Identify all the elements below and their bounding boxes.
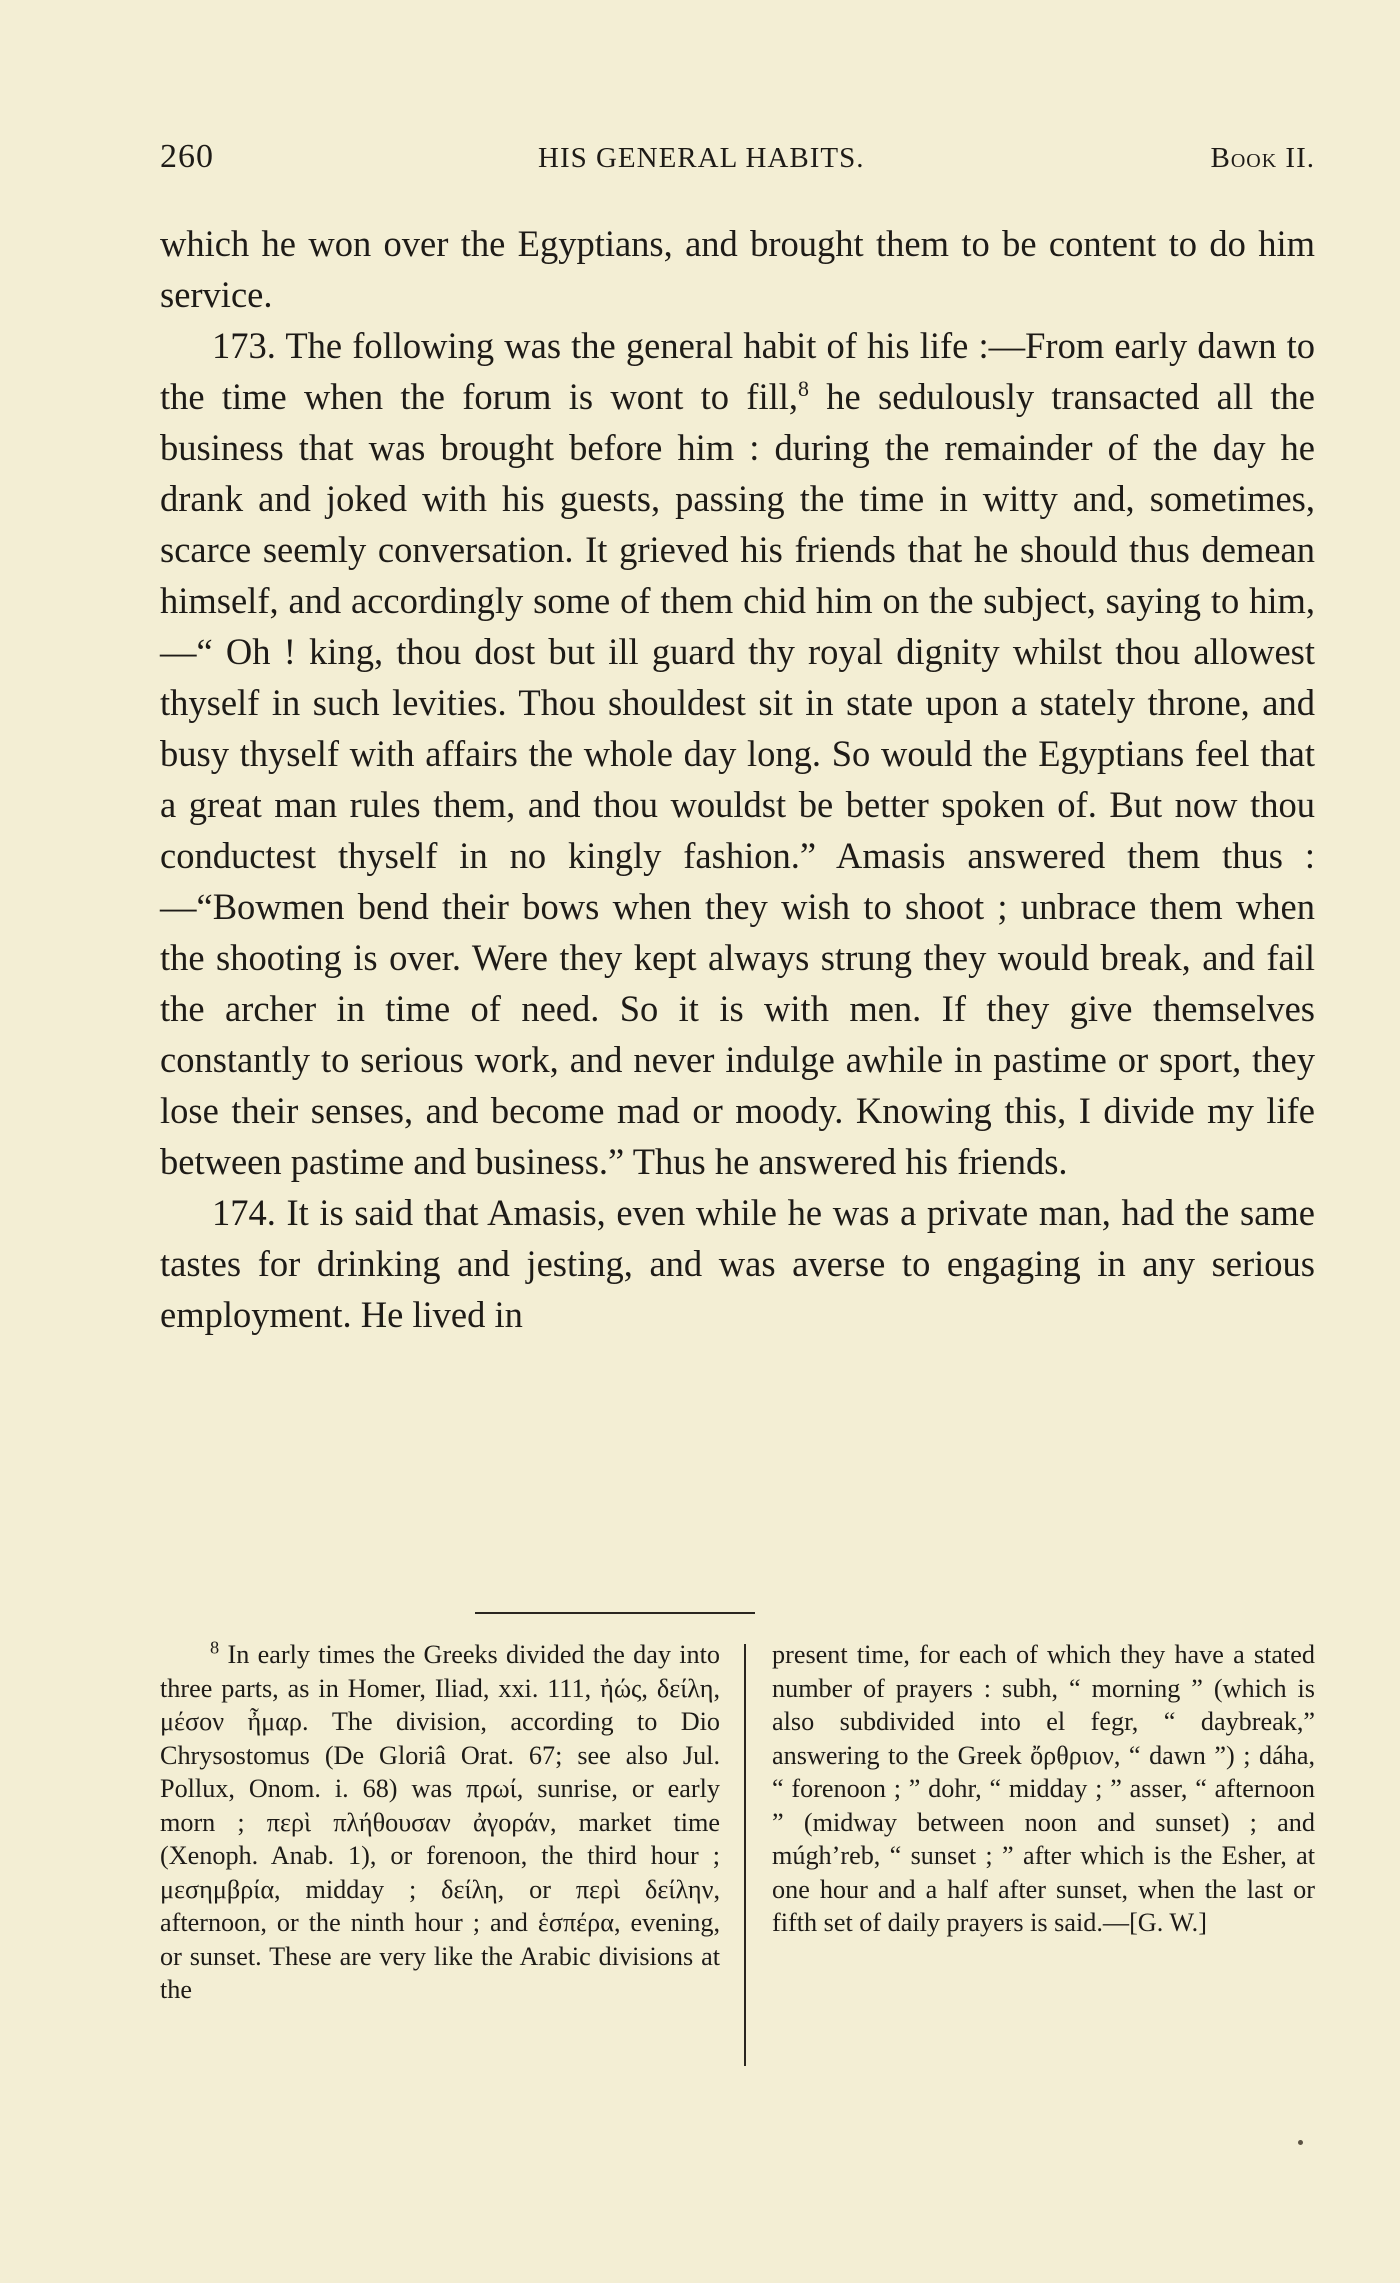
footnote-column-right — [772, 1638, 1315, 1940]
footnotes — [160, 1638, 1315, 2078]
footnote-reference[interactable]: 8 — [798, 375, 809, 401]
footnote-divider — [475, 1612, 755, 1614]
paragraph-173-text-start: 173. The following was the general habit of his life :—From early dawn to the time when the forum is wont to fill, — [160, 325, 1315, 417]
main-text — [160, 218, 1315, 1340]
paragraph-173-text-end: he sedulously transacted all the business that was brought before him : during the remainder of the day he drank and joked with his guests, passing the time in witty and, sometimes, scarce seemly conversation. It grieved his friends that he should thus demean himself, and accordingly some of them chid him on the subject, saying to him,—“ Oh ! king, thou dost but ill guard thy royal dignity whilst thou allowest thyself in such levities. Thou shouldest sit in state upon a stately throne, and busy thyself with affairs the whole day long. So would the Egyptians feel that a great man rules them, and thou wouldst be better spoken of. But now thou conductest thyself in no kingly fashion.” Amasis answered them thus :—“Bowmen bend their bows when they wish to shoot ; unbrace them when the shooting is over. Were they kept always strung they would break, and fail the archer in time of need. So it is with men. If they give themselves constantly to serious work, and never indulge awhile in pastime or sport, they lose their senses, and become mad or moody. Knowing this, I divide my life between pastime and business.” Thus he answered his friends. — [160, 376, 1315, 1182]
paragraph-174: 174. It is said that Amasis, even while he was a private man, had the same tastes for drinking and jesting, and was averse to engaging in any serious employment. He lived in — [160, 1192, 1315, 1335]
paragraph-continuation: which he won over the Egyptians, and brought them to be content to do him service. — [160, 223, 1315, 315]
book-reference: Book II. — [1210, 142, 1315, 174]
column-rule — [744, 1644, 746, 2066]
footnote-text-left: In early times the Greeks divided the day into three parts, as in Homer, Iliad, xxi. 111, ἠώς, δείλη, μέσον ἦμαρ. The division, according to Dio Chrysostomus (De Gloriâ Orat. 67; see also Jul. Pollux, Onom. i. 68) was πρωί, sunrise, or early morn ; περὶ πλήθουσαν ἀγοράν, market time (Xenoph. Anab. 1), or forenoon, the third hour ; μεσημβρία, midday ; δείλη, or περὶ δείλην, afternoon, or the ninth hour ; and ἑσπέρα, evening, or sunset. These are very like the Arabic divisions at the — [160, 1640, 721, 2004]
paper-speck — [1298, 2140, 1303, 2145]
page-header — [160, 138, 1315, 182]
footnote-column-left — [160, 1638, 720, 2007]
footnote-marker: 8 — [210, 1637, 220, 1658]
page-number: 260 — [160, 138, 214, 175]
footnote-8 — [160, 1638, 720, 2007]
paragraph-173 — [160, 320, 1315, 1187]
footnote-text-right: present time, for each of which they have a stated number of prayers : subh, “ morning ” (which is also subdivided into el fegr, “ daybreak,” answering to the Greek ὄρθριον, “ dawn ”) ; dáha, “ forenoon ; ” dohr, “ midday ; ” asser, “ afternoon ” (midway between noon and sunset) ; and múgh’reb, “ sunset ; ” after which is the Esher, at one hour and a half after sunset, when the last or fifth set of daily prayers is said.—[G. W.] — [772, 1640, 1315, 1937]
running-title: HIS GENERAL HABITS. — [538, 142, 865, 174]
